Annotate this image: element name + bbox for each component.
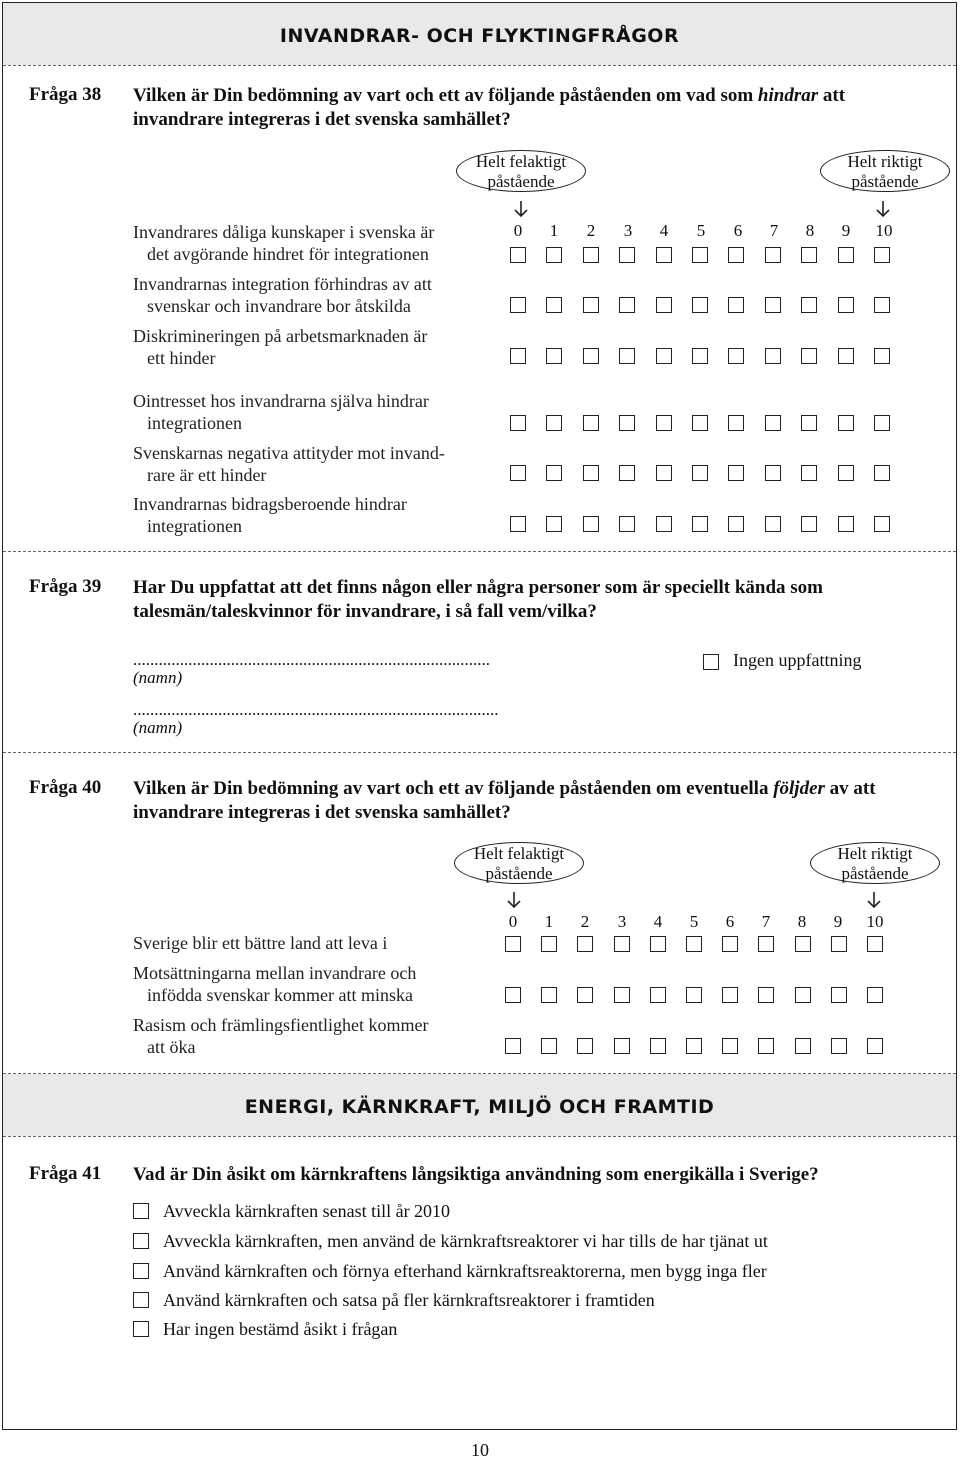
rating-checkbox[interactable]	[758, 1038, 774, 1054]
rating-checkbox[interactable]	[650, 936, 666, 952]
statement-item: Invandrares dåliga kunskaper i svenska är det avgörande hindret för integrationen	[133, 222, 435, 264]
rating-checkbox[interactable]	[692, 348, 708, 364]
statement-item: Invandrarnas bidragsberoende hindrar integrationen	[133, 494, 407, 536]
rating-checkbox[interactable]	[656, 415, 672, 431]
option-checkbox[interactable]	[133, 1203, 149, 1219]
scale-value: 4	[659, 221, 669, 240]
rating-checkbox[interactable]	[619, 516, 635, 532]
rating-checkbox[interactable]	[722, 987, 738, 1003]
rating-checkbox[interactable]	[838, 247, 854, 263]
rating-checkbox[interactable]	[728, 297, 744, 313]
scale-value: 10	[866, 912, 884, 931]
rating-checkbox[interactable]	[795, 936, 811, 952]
rating-checkbox[interactable]	[692, 516, 708, 532]
rating-checkbox[interactable]	[801, 415, 817, 431]
statement-item: Ointresset hos invandrarna själva hindrar integrationen	[133, 391, 429, 433]
scale-value: 4	[653, 912, 663, 931]
option-label: Har ingen bestämd åsikt i frågan	[163, 1319, 398, 1339]
rating-checkbox[interactable]	[765, 348, 781, 364]
divider	[3, 1136, 956, 1137]
rating-checkbox[interactable]	[541, 987, 557, 1003]
rating-checkbox[interactable]	[619, 247, 635, 263]
rating-checkbox[interactable]	[874, 415, 890, 431]
divider	[3, 551, 956, 552]
section-header-band	[3, 3, 956, 65]
rating-checkbox[interactable]	[795, 987, 811, 1003]
question-number: Fråga 39	[29, 576, 102, 597]
rating-checkbox[interactable]	[838, 297, 854, 313]
rating-checkbox[interactable]	[728, 415, 744, 431]
scale-value: 6	[725, 912, 735, 931]
rating-checkbox[interactable]	[546, 247, 562, 263]
rating-checkbox[interactable]	[577, 1038, 593, 1054]
rating-checkbox[interactable]	[838, 516, 854, 532]
question-text: Vilken är Din bedömning av vart och ett av följande påståenden om vad som hindrar att invandrare integreras i det svenska samhället?	[133, 85, 846, 130]
option-label: Avveckla kärnkraften, men använd de kärnkraftsreaktorer vi har tills de har tjänat ut	[163, 1231, 768, 1251]
rating-checkbox[interactable]	[838, 415, 854, 431]
section-title: ENERGI, KÄRNKRAFT, MILJÖ OCH FRAMTID	[244, 1096, 715, 1118]
no-opinion-label: Ingen uppfattning	[733, 650, 862, 670]
name-answer-line[interactable]: ......................................................................................	[133, 700, 499, 719]
rating-checkbox[interactable]	[874, 516, 890, 532]
question-number: Fråga 38	[29, 84, 102, 105]
rating-checkbox[interactable]	[583, 415, 599, 431]
rating-checkbox[interactable]	[546, 465, 562, 481]
rating-checkbox[interactable]	[686, 1038, 702, 1054]
rating-checkbox[interactable]	[728, 247, 744, 263]
rating-checkbox[interactable]	[656, 516, 672, 532]
rating-checkbox[interactable]	[510, 465, 526, 481]
rating-checkbox[interactable]	[541, 936, 557, 952]
rating-checkbox[interactable]	[614, 987, 630, 1003]
scale-value: 9	[841, 221, 851, 240]
option-checkbox[interactable]	[133, 1263, 149, 1279]
scale-anchor-left: Helt felaktigt påstående	[454, 842, 584, 884]
rating-checkbox[interactable]	[692, 247, 708, 263]
rating-checkbox[interactable]	[546, 297, 562, 313]
rating-checkbox[interactable]	[650, 987, 666, 1003]
rating-checkbox[interactable]	[614, 936, 630, 952]
name-label: (namn)	[133, 718, 183, 737]
rating-checkbox[interactable]	[505, 936, 521, 952]
scale-value: 7	[761, 912, 771, 931]
rating-checkbox[interactable]	[867, 987, 883, 1003]
scale-value: 5	[696, 221, 706, 240]
rating-checkbox[interactable]	[614, 1038, 630, 1054]
rating-checkbox[interactable]	[510, 348, 526, 364]
rating-checkbox[interactable]	[692, 415, 708, 431]
rating-checkbox[interactable]	[583, 465, 599, 481]
rating-checkbox[interactable]	[510, 247, 526, 263]
rating-checkbox[interactable]	[619, 415, 635, 431]
rating-checkbox[interactable]	[510, 297, 526, 313]
rating-checkbox[interactable]	[801, 297, 817, 313]
rating-checkbox[interactable]	[765, 415, 781, 431]
rating-checkbox[interactable]	[831, 1038, 847, 1054]
arrow-down-icon	[874, 200, 892, 218]
rating-checkbox[interactable]	[546, 348, 562, 364]
rating-checkbox[interactable]	[656, 297, 672, 313]
rating-checkbox[interactable]	[874, 348, 890, 364]
rating-checkbox[interactable]	[546, 415, 562, 431]
rating-checkbox[interactable]	[867, 1038, 883, 1054]
rating-checkbox[interactable]	[838, 348, 854, 364]
question-text: Vilken är Din bedömning av vart och ett av följande påståenden om eventuella följder av att invandrare integreras i det svenska samhället?	[133, 778, 876, 823]
statement-item: Rasism och främlingsfientlighet kommer att öka	[133, 1015, 429, 1057]
rating-checkbox[interactable]	[619, 297, 635, 313]
scale-value: 3	[623, 221, 633, 240]
rating-checkbox[interactable]	[619, 348, 635, 364]
divider	[3, 752, 956, 753]
scale-value: 2	[580, 912, 590, 931]
question-number: Fråga 40	[29, 777, 102, 798]
statement-item: Diskrimineringen på arbetsmarknaden är ett hinder	[133, 326, 428, 368]
no-opinion-checkbox[interactable]	[703, 654, 719, 670]
arrow-down-icon	[512, 200, 530, 218]
option-label: Använd kärnkraften och satsa på fler kärnkraftsreaktorer i framtiden	[163, 1290, 655, 1310]
statement-item: Sverige blir ett bättre land att leva i	[133, 933, 388, 953]
scale-anchor-right: Helt riktigt påstående	[810, 842, 940, 884]
rating-checkbox[interactable]	[728, 348, 744, 364]
scale-value: 10	[875, 221, 893, 240]
rating-checkbox[interactable]	[583, 516, 599, 532]
divider	[3, 65, 956, 66]
scale-value: 1	[544, 912, 554, 931]
rating-checkbox[interactable]	[874, 465, 890, 481]
rating-checkbox[interactable]	[801, 465, 817, 481]
rating-checkbox[interactable]	[577, 936, 593, 952]
rating-checkbox[interactable]	[692, 297, 708, 313]
rating-checkbox[interactable]	[765, 516, 781, 532]
option-checkbox[interactable]	[133, 1321, 149, 1337]
rating-checkbox[interactable]	[619, 465, 635, 481]
scale-value: 2	[586, 221, 596, 240]
option-checkbox[interactable]	[133, 1292, 149, 1308]
rating-checkbox[interactable]	[758, 936, 774, 952]
page-number: 10	[471, 1440, 489, 1460]
rating-checkbox[interactable]	[831, 936, 847, 952]
section-header-band	[3, 1074, 956, 1136]
section-title: INVANDRAR- OCH FLYKTINGFRÅGOR	[279, 25, 680, 47]
rating-checkbox[interactable]	[656, 465, 672, 481]
statement-item: Svenskarnas negativa attityder mot invand- rare är ett hinder	[133, 443, 445, 485]
rating-checkbox[interactable]	[722, 1038, 738, 1054]
question-text: Vad är Din åsikt om kärnkraftens långsiktiga användning som energikälla i Sverige?	[133, 1164, 819, 1185]
rating-checkbox[interactable]	[510, 516, 526, 532]
rating-checkbox[interactable]	[728, 465, 744, 481]
rating-checkbox[interactable]	[510, 415, 526, 431]
scale-value: 8	[797, 912, 807, 931]
rating-checkbox[interactable]	[656, 247, 672, 263]
option-checkbox[interactable]	[133, 1233, 149, 1249]
rating-checkbox[interactable]	[801, 348, 817, 364]
rating-checkbox[interactable]	[801, 247, 817, 263]
rating-checkbox[interactable]	[758, 987, 774, 1003]
rating-checkbox[interactable]	[577, 987, 593, 1003]
name-label: (namn)	[133, 668, 183, 687]
scale-value: 7	[769, 221, 779, 240]
rating-checkbox[interactable]	[838, 465, 854, 481]
rating-checkbox[interactable]	[722, 936, 738, 952]
rating-checkbox[interactable]	[656, 348, 672, 364]
scale-value: 3	[617, 912, 627, 931]
option-label: Använd kärnkraften och förnya efterhand kärnkraftsreaktorerna, men bygg inga fler	[163, 1261, 767, 1281]
rating-checkbox[interactable]	[583, 247, 599, 263]
scale-anchor-right: Helt riktigt påstående	[820, 150, 950, 192]
rating-checkbox[interactable]	[505, 1038, 521, 1054]
arrow-down-icon	[505, 891, 523, 909]
rating-checkbox[interactable]	[874, 247, 890, 263]
rating-checkbox[interactable]	[686, 987, 702, 1003]
arrow-down-icon	[865, 891, 883, 909]
rating-checkbox[interactable]	[765, 465, 781, 481]
rating-checkbox[interactable]	[831, 987, 847, 1003]
rating-checkbox[interactable]	[686, 936, 702, 952]
question-number: Fråga 41	[29, 1163, 102, 1184]
scale-value: 6	[733, 221, 743, 240]
rating-checkbox[interactable]	[692, 465, 708, 481]
scale-value: 1	[549, 221, 559, 240]
rating-checkbox[interactable]	[765, 297, 781, 313]
question-text: Har Du uppfattat att det finns någon eller några personer som är speciellt kända som talesmän/taleskvinnor för invandrare, i så fall vem/vilka?	[133, 577, 824, 622]
statement-item: Motsättningarna mellan invandrare och infödda svenskar kommer att minska	[133, 963, 417, 1005]
rating-checkbox[interactable]	[765, 247, 781, 263]
scale-anchor-left: Helt felaktigt påstående	[456, 150, 586, 192]
rating-checkbox[interactable]	[650, 1038, 666, 1054]
rating-checkbox[interactable]	[795, 1038, 811, 1054]
scale-value: 9	[833, 912, 843, 931]
rating-checkbox[interactable]	[874, 297, 890, 313]
rating-checkbox[interactable]	[867, 936, 883, 952]
rating-checkbox[interactable]	[728, 516, 744, 532]
rating-checkbox[interactable]	[583, 348, 599, 364]
option-label: Avveckla kärnkraften senast till år 2010	[163, 1201, 451, 1221]
scale-value: 5	[689, 912, 699, 931]
rating-checkbox[interactable]	[801, 516, 817, 532]
rating-checkbox[interactable]	[546, 516, 562, 532]
name-answer-line[interactable]: ....................................................................................	[133, 650, 490, 669]
rating-checkbox[interactable]	[505, 987, 521, 1003]
rating-checkbox[interactable]	[583, 297, 599, 313]
scale-value: 0	[508, 912, 518, 931]
statement-item: Invandrarnas integration förhindras av att svenskar och invandrare bor åtskilda	[133, 274, 432, 316]
rating-checkbox[interactable]	[541, 1038, 557, 1054]
scale-value: 0	[513, 221, 523, 240]
scale-value: 8	[805, 221, 815, 240]
